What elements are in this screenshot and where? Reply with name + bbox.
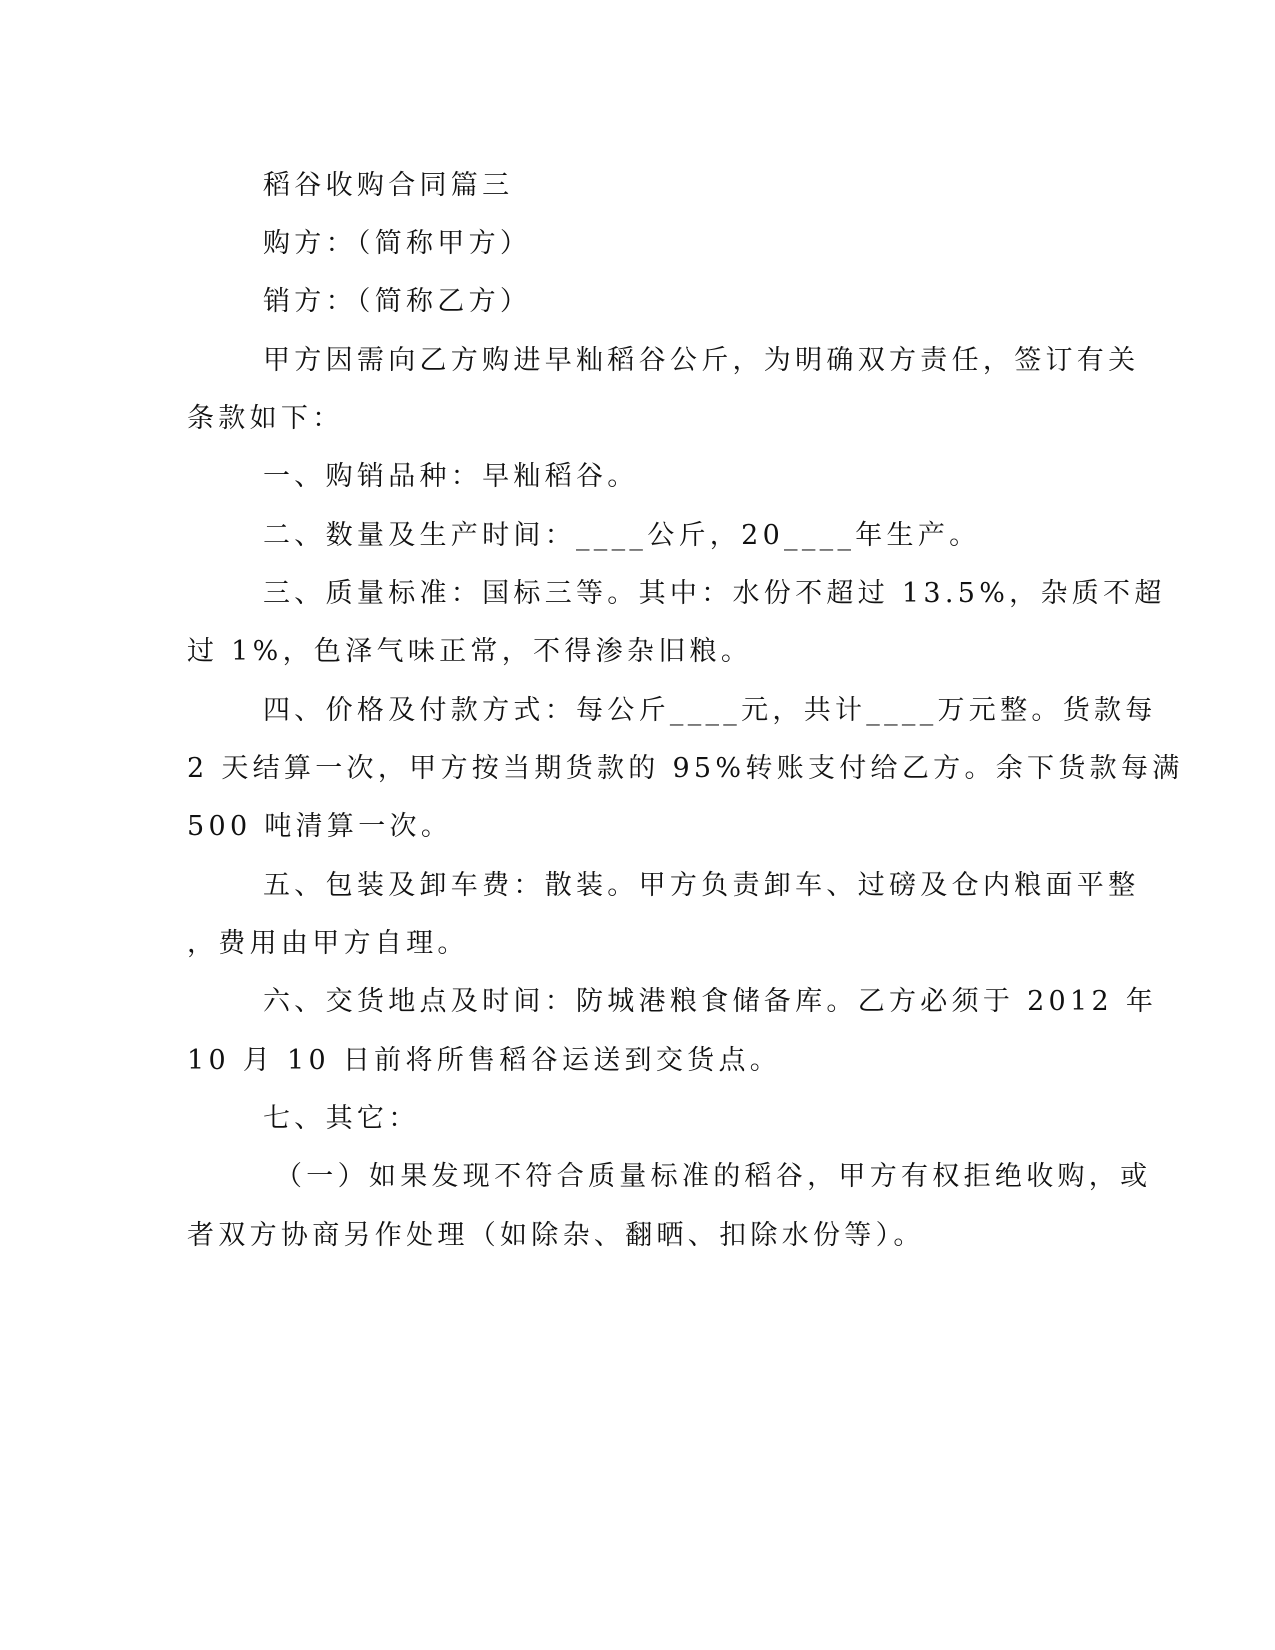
buyer-line: 购方：（简称甲方） [263, 228, 532, 259]
clause-6-line-1: 六、交货地点及时间：防城港粮食储备库。乙方必须于 2012 年 [263, 986, 1158, 1017]
clause-2: 二、数量及生产时间：____公斤，20____年生产。 [263, 520, 981, 551]
clause-3-line-1: 三、质量标准：国标三等。其中：水份不超过 13.5%，杂质不超 [263, 578, 1166, 609]
intro-paragraph-line-1: 甲方因需向乙方购进早籼稻谷公斤，为明确双方责任，签订有关 [263, 345, 1140, 376]
clause-7-1-line-2: 者双方协商另作处理（如除杂、翻晒、扣除水份等）。 [187, 1220, 925, 1251]
clause-4-line-3: 500 吨清算一次。 [187, 811, 453, 842]
clause-4-line-2: 2 天结算一次，甲方按当期货款的 95%转账支付给乙方。余下货款每满 [187, 753, 1184, 784]
clause-1: 一、购销品种：早籼稻谷。 [263, 461, 639, 492]
clause-6-line-2: 10 月 10 日前将所售稻谷运送到交货点。 [187, 1045, 782, 1076]
document-title: 稻谷收购合同篇三 [263, 170, 514, 201]
seller-line: 销方：（简称乙方） [263, 286, 532, 317]
clause-5-line-1: 五、包装及卸车费：散装。甲方负责卸车、过磅及仓内粮面平整 [263, 870, 1140, 901]
intro-paragraph-line-2: 条款如下： [187, 403, 344, 434]
clause-5-line-2: ，费用由甲方自理。 [187, 928, 469, 959]
clause-7-1-line-1: （一）如果发现不符合质量标准的稻谷，甲方有权拒绝收购，或 [275, 1161, 1152, 1192]
clause-3-line-2: 过 1%，色泽气味正常，不得渗杂旧粮。 [187, 636, 753, 667]
clause-4-line-1: 四、价格及付款方式：每公斤____元，共计____万元整。货款每 [263, 695, 1157, 726]
clause-7: 七、其它： [263, 1103, 420, 1134]
